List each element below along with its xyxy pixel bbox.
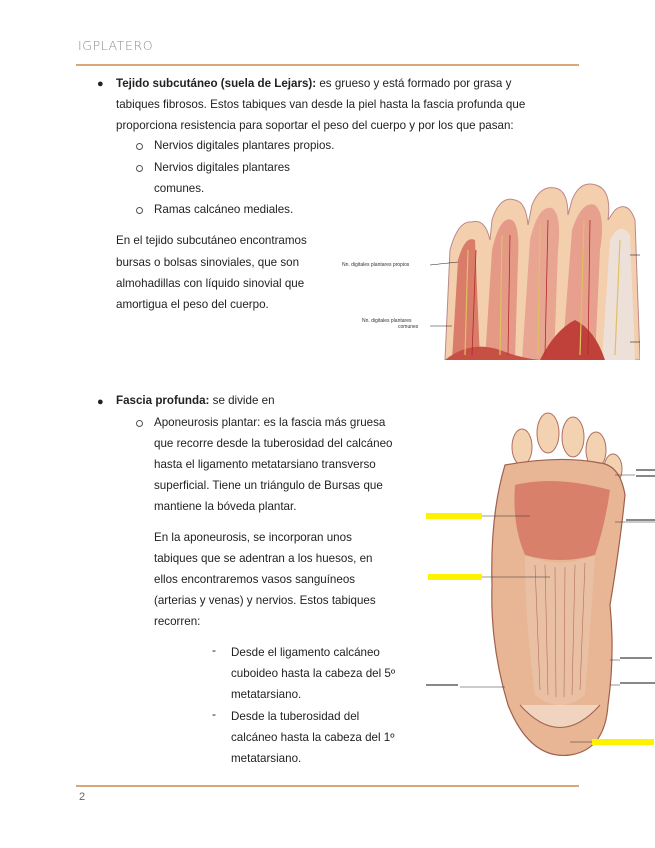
section1-bullet-text [116,73,511,94]
dash-bullet-icon: - [212,707,216,721]
footer-rule [76,785,579,787]
section1-sub-item-1: Nervios digitales plantares propios. [154,139,335,152]
section1-sub-item-2a: Nervios digitales plantares [154,161,290,174]
document-header-title: IGPLATERO [78,38,154,53]
section2-sub-line: hasta el ligamento metatarsiano transverso [154,458,376,471]
foot-dissection-figure-1 [340,180,640,360]
figure2-label-marker [636,475,655,477]
figure2-highlighted-label [592,739,654,745]
foot-toes-illustration [340,180,640,360]
section2-paragraph-line: (arterias y venas) y nervios. Estos tabiques [154,594,376,607]
section2-dash-line: cuboideo hasta la cabeza del 5º [231,667,396,680]
bullet-icon: ● [97,78,104,90]
section2-paragraph-line: recorren: [154,615,201,628]
figure2-highlighted-label [428,574,482,580]
section1-paragraph-line: amortigua el peso del cuerpo. [116,298,269,311]
section2-dash-line: Desde la tuberosidad del [231,710,360,723]
section1-bullet-title: Tejido subcutáneo (suela de Lejars): [116,77,317,90]
figure2-label-marker [426,684,458,686]
section2-paragraph-line: ellos encontraremos vasos sanguíneos [154,573,356,586]
section1-line-3: proporciona resistencia para soportar el peso del cuerpo y por los que pasan: [116,119,514,132]
figure2-label-marker [620,682,655,684]
section2-paragraph-line: tabiques que se adentran a los huesos, en [154,552,373,565]
section2-bullet-text [116,390,275,411]
section2-bullet-title: Fascia profunda: [116,394,210,407]
figure1-label-comunes-1: Nn. digitales plantares [362,318,412,324]
figure2-label-marker [636,469,655,471]
figure2-label-marker [620,657,652,659]
section2-sub-line: superficial. Tiene un triángulo de Bursas que [154,479,383,492]
dash-bullet-icon: - [212,643,216,657]
section2-sub-line: mantiene la bóveda plantar. [154,500,297,513]
section2-dash-line: metatarsiano. [231,752,302,765]
bullet-icon: ● [97,396,104,408]
section1-sub-item-3: Ramas calcáneo mediales. [154,203,294,216]
section1-bullet-rest: es grueso y está formado por grasa y [316,77,512,90]
figure1-label-comunes-2: comunes [398,324,419,330]
header-rule [76,64,579,66]
sub-bullet-icon [136,207,143,214]
figure1-label-propios: Nn. digitales plantares propios [342,262,410,268]
section1-sub-item-2b: comunes. [154,182,205,195]
figure2-label-marker [626,519,655,521]
section1-paragraph-line: bursas o bolsas sinoviales, que son [116,256,300,269]
sub-bullet-icon [136,420,143,427]
sub-bullet-icon [136,143,143,150]
foot-plantar-figure-2 [420,405,655,767]
section2-paragraph-line: En la aponeurosis, se incorporan unos [154,531,352,544]
plantar-aponeurosis-illustration [420,405,655,767]
figure2-highlighted-label [426,513,482,519]
section2-dash-line: Desde el ligamento calcáneo [231,646,380,659]
section2-sub-line: que recorre desde la tuberosidad del calcáneo [154,437,393,450]
section1-paragraph-line: En el tejido subcutáneo encontramos [116,234,307,247]
section1-line-2: tabiques fibrosos. Estos tabiques van desde la piel hasta la fascia profunda que [116,98,526,111]
sub-bullet-icon [136,165,143,172]
page-number: 2 [79,791,86,803]
section1-paragraph-line: almohadillas con líquido sinovial que [116,277,305,290]
section2-dash-line: calcáneo hasta la cabeza del 1º [231,731,395,744]
section2-bullet-rest: se divide en [209,394,275,407]
section2-sub-line: Aponeurosis plantar: es la fascia más gruesa [154,416,386,429]
section2-dash-line: metatarsiano. [231,688,302,701]
